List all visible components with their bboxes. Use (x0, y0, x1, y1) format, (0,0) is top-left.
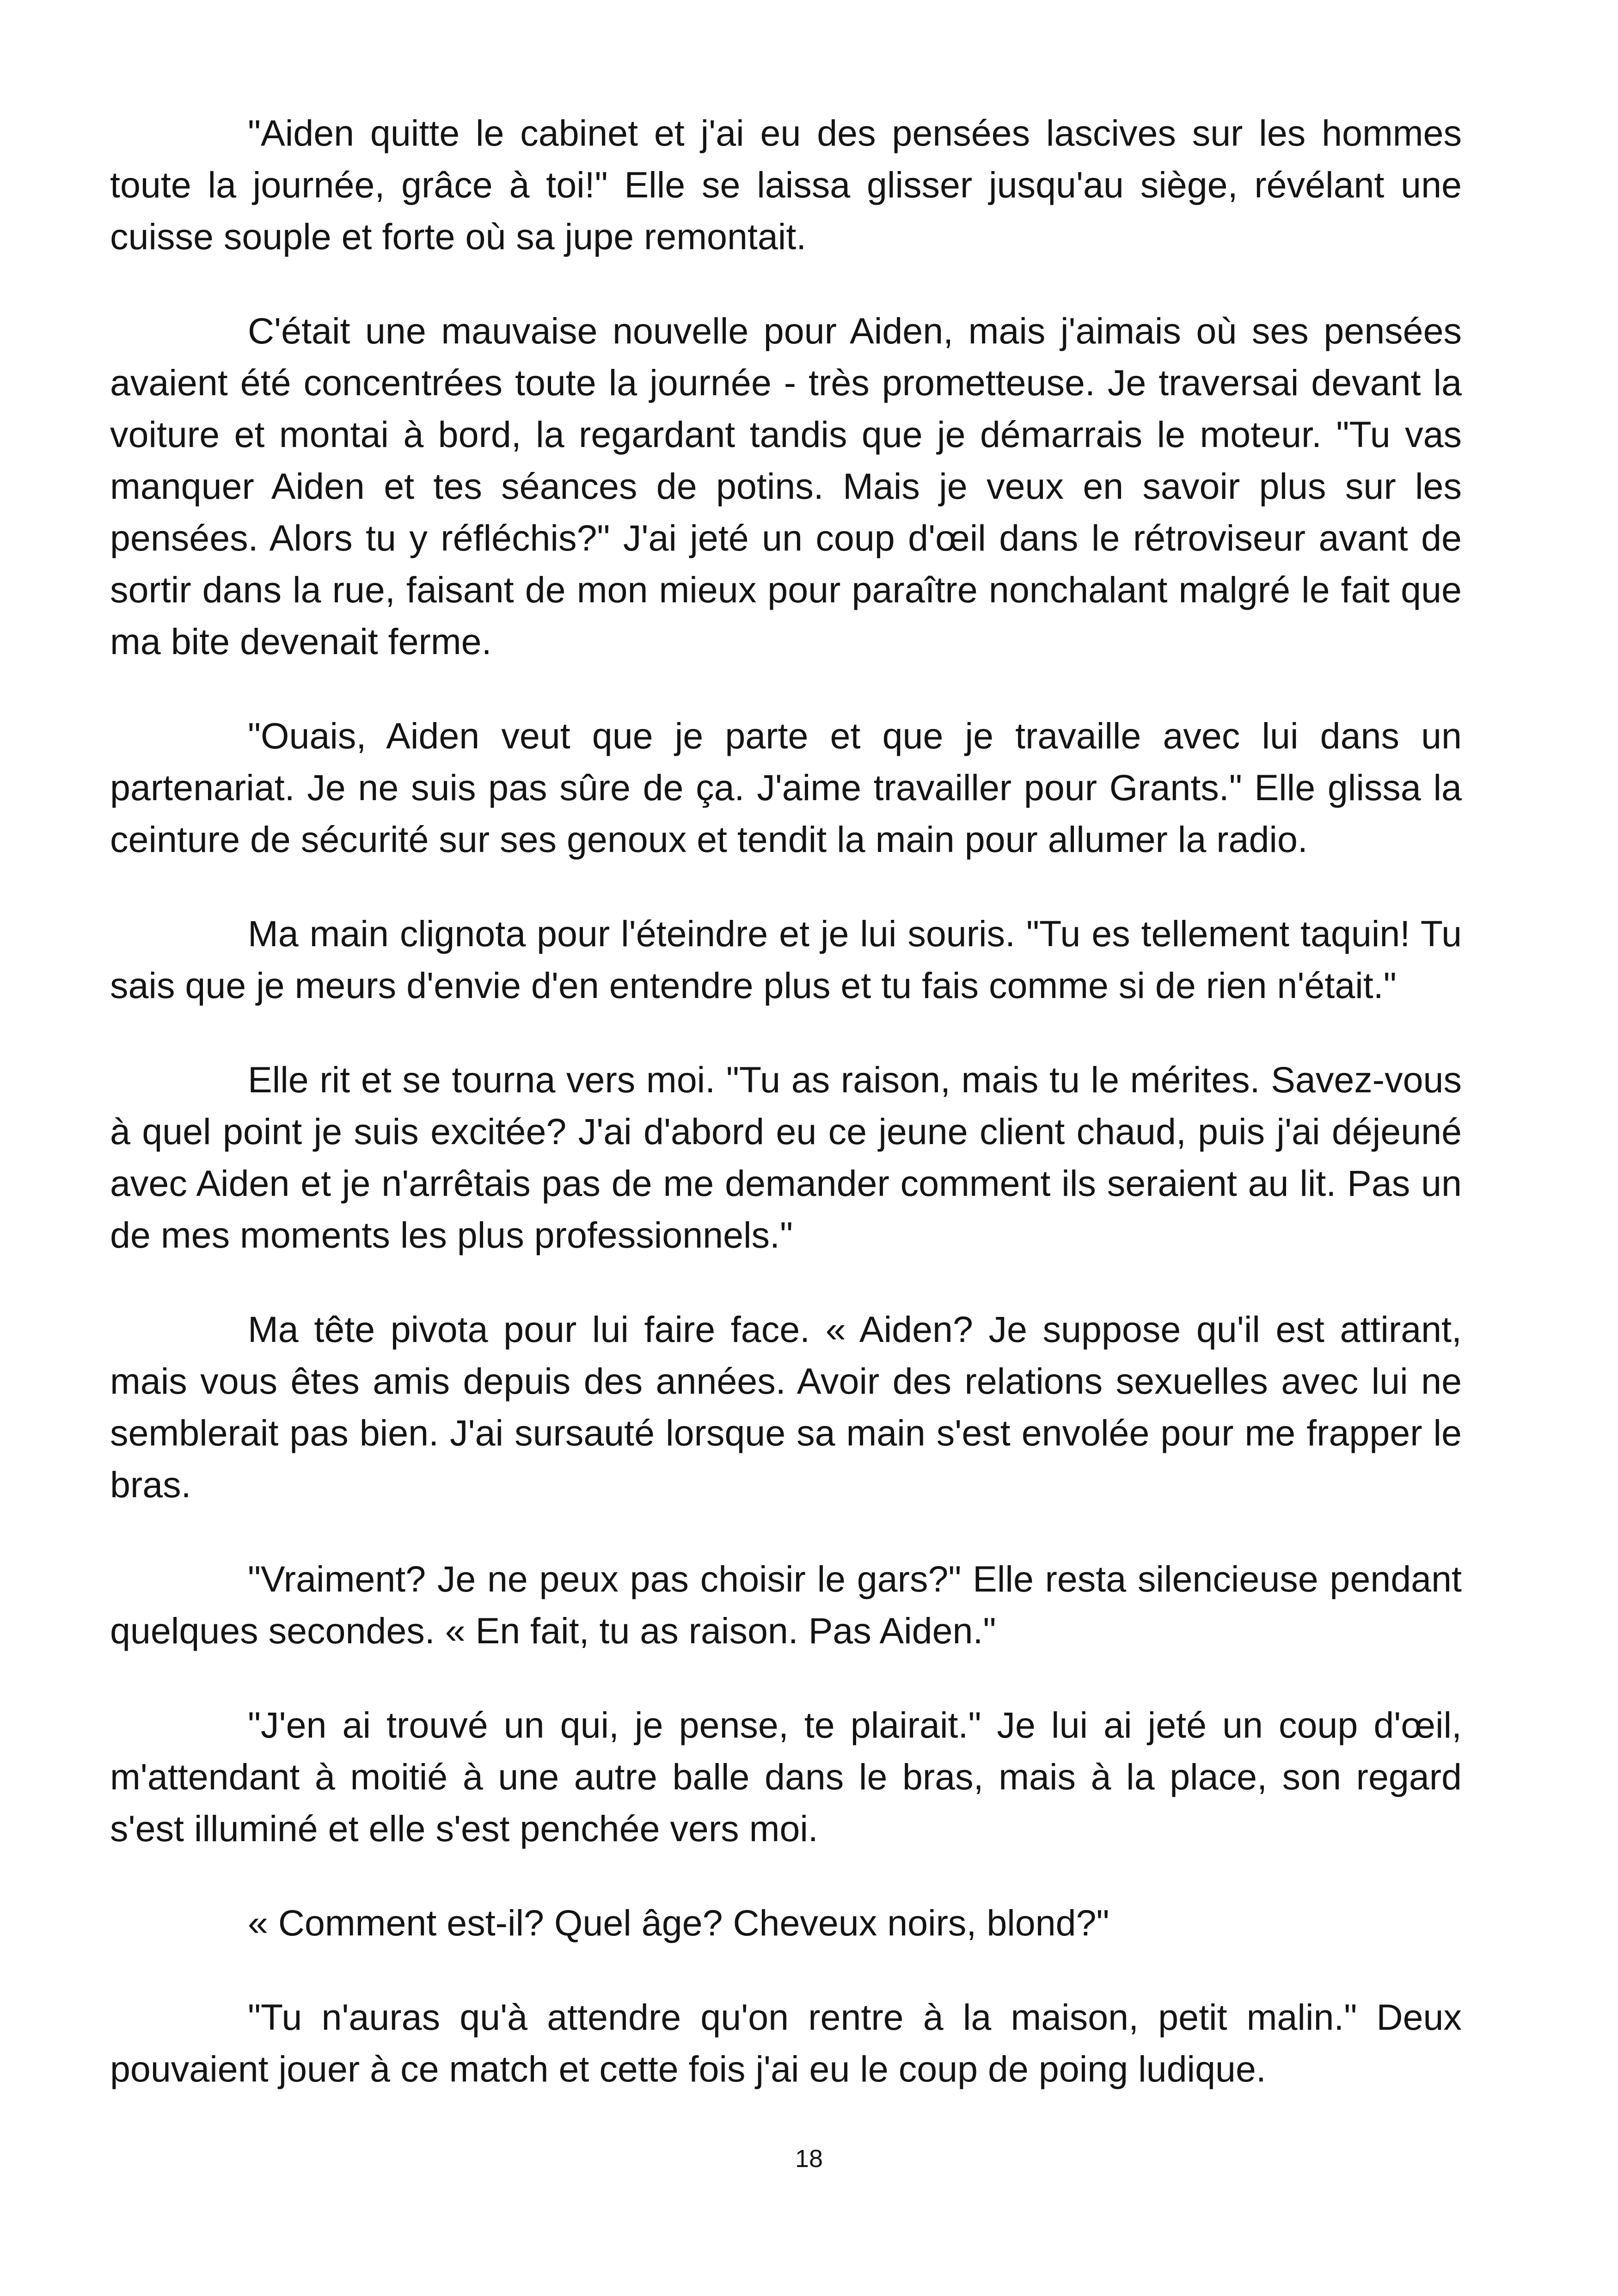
paragraph: Ma main clignota pour l'éteindre et je lui souris. "Tu es tellement taquin! Tu sais que je meurs d'envie d'en entendre plus et tu fais comme si de rien n'était." (110, 913, 1462, 1006)
paragraph: "Ouais, Aiden veut que je parte et que je travaille avec lui dans un partenariat. Je ne suis pas sûre de ça. J'aime travailler pour Grants." Elle glissa la ceinture de sécurité sur ses genoux et tendit la main pour allumer la radio. (110, 715, 1462, 860)
body-text (110, 107, 1462, 2095)
paragraph: C'était une mauvaise nouvelle pour Aiden, mais j'aimais où ses pensées avaient été concentrées toute la journée - très prometteuse. Je traversai devant la voiture et montai à bord, la regardant tandis que je démarrais le moteur. "Tu vas manquer Aiden et tes séances de potins. Mais je veux en savoir plus sur les pensées. Alors tu y réfléchis?" J'ai jeté un coup d'œil dans le rétroviseur avant de sortir dans la rue, faisant de mon mieux pour paraître nonchalant malgré le fait que ma bite devenait ferme. (110, 310, 1462, 662)
page-number: 18 (795, 2145, 823, 2173)
paragraph: « Comment est-il? Quel âge? Cheveux noirs, blond?" (248, 1902, 1109, 1943)
paragraph: "Vraiment? Je ne peux pas choisir le gars?" Elle resta silencieuse pendant quelques secondes. « En fait, tu as raison. Pas Aiden." (110, 1558, 1462, 1651)
paragraph: "Tu n'auras qu'à attendre qu'on rentre à la maison, petit malin." Deux pouvaient jouer à ce match et cette fois j'ai eu le coup de poing ludique. (110, 1996, 1462, 2089)
paragraph: "J'en ai trouvé un qui, je pense, te plairait." Je lui ai jeté un coup d'œil, m'attendant à moitié à une autre balle dans le bras, mais à la place, son regard s'est illuminé et elle s'est penchée vers moi. (110, 1704, 1462, 1849)
paragraph: Elle rit et se tourna vers moi. "Tu as raison, mais tu le mérites. Savez-vous à quel point je suis excitée? J'ai d'abord eu ce jeune client chaud, puis j'ai déjeuné avec Aiden et je n'arrêtais pas de me demander comment ils seraient au lit. Pas un de mes moments les plus professionnels." (110, 1059, 1462, 1255)
paragraph: Ma tête pivota pour lui faire face. « Aiden? Je suppose qu'il est attirant, mais vous êtes amis depuis des années. Avoir des relations sexuelles avec lui ne semblerait pas bien. J'ai sursauté lorsque sa main s'est envolée pour me frapper le bras. (110, 1309, 1462, 1505)
paragraph: "Aiden quitte le cabinet et j'ai eu des pensées lascives sur les hommes toute la journée, grâce à toi!" Elle se laissa glisser jusqu'au siège, révélant une cuisse souple et forte où sa jupe remontait. (110, 112, 1462, 257)
